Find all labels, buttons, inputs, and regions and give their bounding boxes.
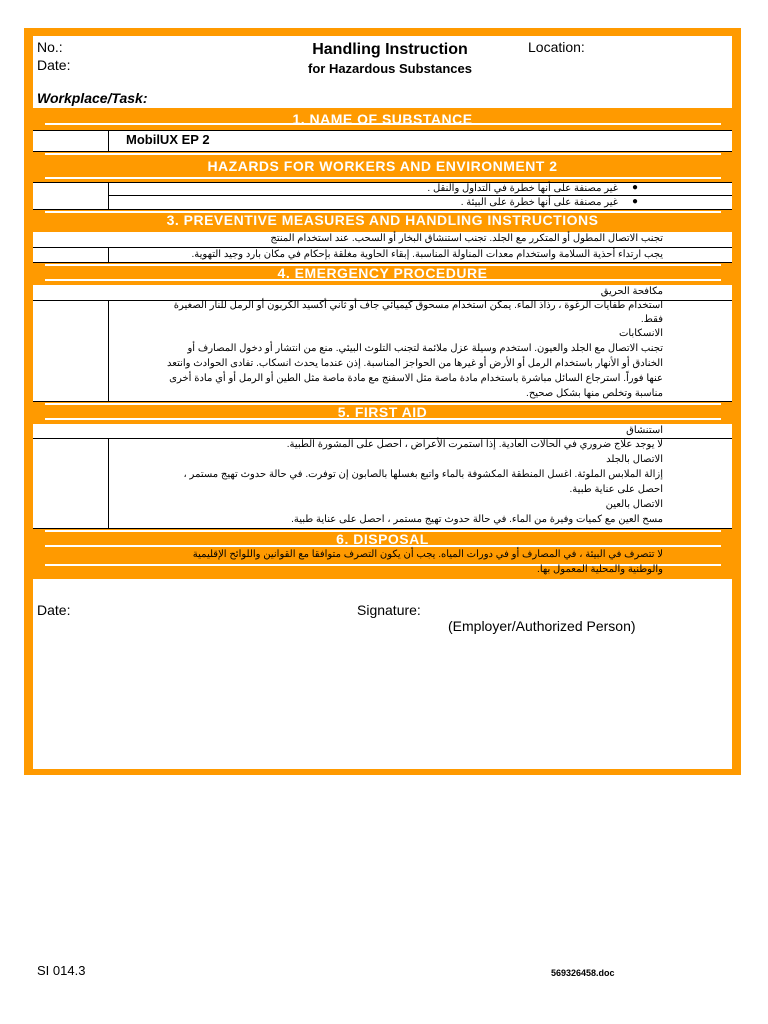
column-divider [108,300,109,402]
document-code: SI 014.3 [37,963,86,978]
section-6-title: 6. DISPOSAL [336,531,429,547]
substance-name: MobilUX EP 2 [126,132,210,147]
emergency-text: فقط. [640,314,663,325]
section-1-title: 1. NAME OF SUBSTANCE [292,111,473,127]
firstaid-text: احصل على عناية طبية. [569,484,663,495]
firstaid-text: مسح العين مع كميات وفيرة من الماء. في حالة حدوث تهيج مستمر ، احصل على عناية طبية. [291,514,663,525]
section-divider [45,177,721,179]
footer-date-label: Date: [37,602,71,618]
hazards-row [33,182,732,210]
emergency-text: الخنادق أو الأنهار باستخدام الرمل أو الأرض أو غيرها من الحواجز المناسبة. إذن عندما يحدث انسكاب. تفادى الحوادث وانتعد [167,358,663,369]
section-5-title: 5. FIRST AID [337,404,428,420]
firstaid-text: لا يوجد علاج ضروري في الحالات العادية. إذا استمرت الأعراض ، احصل على المشورة الطبية. [286,439,663,450]
disposal-text: لا تتصرف في البيئة ، في المصارف أو في دورات المياه. يجب أن يكون التصرف متوافقا مع القوانين واللوائح الإقليمية [192,549,663,560]
emergency-heading: مكافحة الحريق [600,286,663,297]
hazard-item: غير مصنفة على أنها خطرة في التداول والنقل . [427,183,618,194]
section-divider [45,153,721,155]
employer-label: (Employer/Authorized Person) [448,618,636,634]
workplace-label: Workplace/Task: [37,90,148,106]
signature-label: Signature: [357,602,421,618]
column-divider [108,130,109,152]
emergency-text: عنها فوراً. استرجاع السائل مباشرة باستخدام مادة ماصة مثل الاسفنج مع مادة ماصة مثل الطين أو الرمل أو أي مادة أخرى [169,373,663,384]
firstaid-heading: الاتصال بالعين [605,499,663,510]
column-divider [108,247,109,263]
emergency-heading: الانسكابات [619,328,663,339]
hazard-item: غير مصنفة على أنها خطرة على البيئة . [460,197,618,208]
emergency-text: مناسبة وتخلص منها بشكل صحيح. [526,388,663,399]
disposal-text: والوطنية والمحلية المعمول بها. [537,564,663,575]
row-divider [108,195,732,196]
page-title: Handling Instruction [312,41,468,58]
bullet-icon: ● [632,182,639,193]
section-4-title: 4. EMERGENCY PROCEDURE [277,265,488,281]
section-3-title: 3. PREVENTIVE MEASURES AND HANDLING INSTRUCTIONS [166,212,599,228]
date-label: Date: [37,57,71,73]
firstaid-text: إزالة الملابس الملوثة. اغسل المنطقة المكشوفة بالماء واتبع بغسلها بالصابون إن توفرت. في حالة حدوث تهيج مستمر ، [183,469,663,480]
no-label: No.: [37,39,63,55]
column-divider [108,182,109,210]
emergency-text: تجنب الاتصال مع الجلد والعيون. استخدم وسيلة عزل ملائمة لتجنب التلوث البيئي. منع من انتشار أو دخول المصارف أو [187,343,663,354]
location-label: Location: [528,39,585,55]
emergency-text: استخدام طفايات الرغوة ، رذاذ الماء. يمكن استخدام مسحوق كيميائي جاف أو ثاني أكسيد الكربون أو الرمل للنار الصغيرة [173,300,663,311]
preventive-item: يجب ارتداء أحذية السلامة واستخدام معدات المناولة المناسبة. إبقاء الحاوية مغلقة بإحكام في مكان بارد وجيد التهوية. [191,249,663,260]
file-name: 569326458.doc [551,968,615,978]
section-2-title: HAZARDS FOR WORKERS AND ENVIRONMENT 2 [207,158,558,174]
firstaid-heading: الاتصال بالجلد [606,454,663,465]
firstaid-heading: استنشاق [626,425,663,436]
bullet-icon: ● [632,196,639,207]
preventive-item: تجنب الاتصال المطول أو المتكرر مع الجلد. تجنب استنشاق البخار أو السحب. عند استخدام المنتج [270,233,663,244]
column-divider [108,438,109,529]
page-subtitle: for Hazardous Substances [308,61,472,76]
